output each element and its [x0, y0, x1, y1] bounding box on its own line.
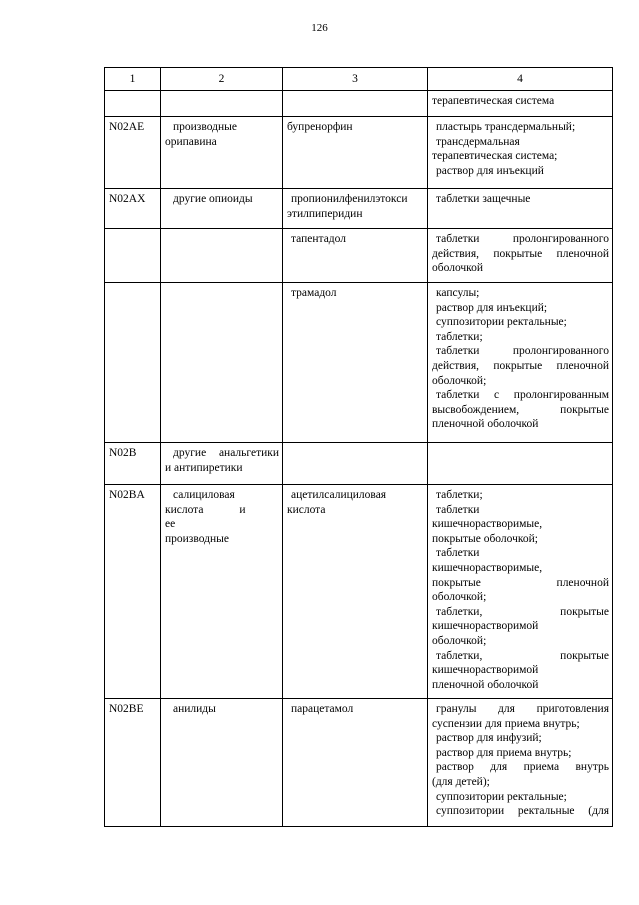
table-row [105, 485, 613, 699]
form-line: таблетки; [436, 489, 483, 501]
form-line: таблетки защечные [436, 193, 531, 205]
form-line: раствор для инъекций; [436, 301, 548, 314]
form-line: кишечнорастворимой [432, 664, 539, 677]
drug-line: бупренорфин [287, 121, 353, 133]
form-line: таблетки с пролонгированным [436, 389, 609, 402]
group-line: орипавина [165, 135, 217, 148]
form-line: раствор для приема внутрь; [436, 746, 572, 759]
form-line: гранулы для приготовления [436, 703, 609, 715]
code-cell: N02BE [105, 699, 161, 827]
form-line: покрытые оболочкой; [432, 532, 538, 545]
drug-cell [283, 91, 428, 117]
drug-line: этилпиперидин [287, 207, 363, 220]
drug-cell [283, 443, 428, 485]
form-line: пластырь трансдермальный; [436, 121, 576, 133]
drug-cell [283, 699, 428, 827]
header-cell-3: 3 [283, 68, 428, 91]
form-line: оболочкой; [432, 634, 487, 647]
group-cell [161, 699, 283, 827]
header-cell-4: 4 [428, 68, 613, 91]
forms-cell [428, 443, 613, 485]
form-line: оболочкой; [432, 591, 487, 604]
form-line: (для детей); [432, 775, 490, 788]
form-line: таблетки, покрытые [436, 649, 609, 662]
code-cell: N02B [105, 443, 161, 485]
form-line: покрытые пленочной [432, 576, 609, 589]
drug-table [104, 67, 613, 827]
table-row [105, 229, 613, 283]
form-line: трансдермальная [436, 135, 520, 148]
group-cell [161, 117, 283, 189]
form-line: таблетки [436, 547, 480, 560]
form-line: таблетки пролонгированного [436, 345, 609, 358]
group-cell [161, 229, 283, 283]
form-line: оболочкой; [432, 374, 487, 387]
code-cell [105, 283, 161, 443]
group-cell [161, 189, 283, 229]
forms-cell [428, 91, 613, 117]
table-row [105, 699, 613, 827]
code-cell [105, 229, 161, 283]
drug-cell [283, 117, 428, 189]
page-number: 126 [311, 22, 328, 34]
form-line: раствор для приема внутрь [436, 761, 609, 774]
form-line: высвобождением, покрытые [432, 403, 609, 416]
form-line: суппозитории ректальные (для [436, 805, 609, 818]
drug-line: ацетилсалициловая [291, 489, 387, 501]
forms-cell [428, 699, 613, 827]
form-line: раствор для инфузий; [436, 732, 542, 745]
form-line: кишечнорастворимые, [432, 518, 543, 531]
drug-line: тапентадол [291, 233, 346, 245]
form-line: таблетки; [436, 330, 483, 343]
form-line: таблетки [436, 503, 480, 516]
form-line: таблетки, покрытые [436, 605, 609, 618]
form-line: пленочной оболочкой [432, 418, 539, 431]
table-header-row [105, 68, 613, 91]
code-cell: N02AX [105, 189, 161, 229]
form-line: действия, покрытые пленочной [432, 359, 609, 372]
group-line: кислота и ее [165, 503, 246, 531]
drug-cell [283, 189, 428, 229]
form-line: таблетки пролонгированного [436, 233, 609, 245]
group-line: другие опиоиды [173, 193, 253, 205]
table-row [105, 283, 613, 443]
group-line: производные [173, 121, 237, 133]
group-line: другие анальгетики [173, 447, 279, 459]
header-cell-1: 1 [105, 68, 161, 91]
forms-cell [428, 117, 613, 189]
group-cell [161, 443, 283, 485]
group-line: салициловая [173, 489, 235, 501]
forms-cell [428, 283, 613, 443]
drug-line: трамадол [291, 287, 337, 299]
form-line: пленочной оболочкой [432, 678, 539, 691]
table-row [105, 91, 613, 117]
form-line: терапевтическая система; [432, 150, 558, 163]
table-row [105, 117, 613, 189]
table-row [105, 189, 613, 229]
group-cell [161, 91, 283, 117]
form-line: терапевтическая система [432, 95, 555, 107]
table-row [105, 443, 613, 485]
form-line: суппозитории ректальные; [436, 316, 567, 329]
group-cell [161, 485, 283, 699]
code-cell: N02AE [105, 117, 161, 189]
drug-cell [283, 283, 428, 443]
group-line: и антипиретики [165, 461, 243, 474]
form-line: суппозитории ректальные; [436, 790, 567, 803]
group-line: производные [165, 532, 229, 545]
forms-cell [428, 189, 613, 229]
header-cell-2: 2 [161, 68, 283, 91]
drug-line: пропионилфенилэтокси [291, 193, 408, 205]
group-line: анилиды [173, 703, 216, 715]
drug-cell [283, 229, 428, 283]
forms-cell [428, 485, 613, 699]
form-line: раствор для инъекций [436, 164, 544, 177]
forms-cell [428, 229, 613, 283]
form-line: действия, покрытые пленочной [432, 247, 609, 260]
form-line: капсулы; [436, 287, 480, 299]
form-line: кишечнорастворимой [432, 620, 539, 633]
form-line: суспензии для приема внутрь; [432, 717, 580, 730]
drug-line: парацетамол [291, 703, 354, 715]
form-line: оболочкой [432, 262, 484, 275]
code-cell: N02BA [105, 485, 161, 699]
form-line: кишечнорастворимые, [432, 561, 543, 574]
code-cell [105, 91, 161, 117]
drug-line: кислота [287, 503, 326, 516]
group-cell [161, 283, 283, 443]
drug-cell [283, 485, 428, 699]
